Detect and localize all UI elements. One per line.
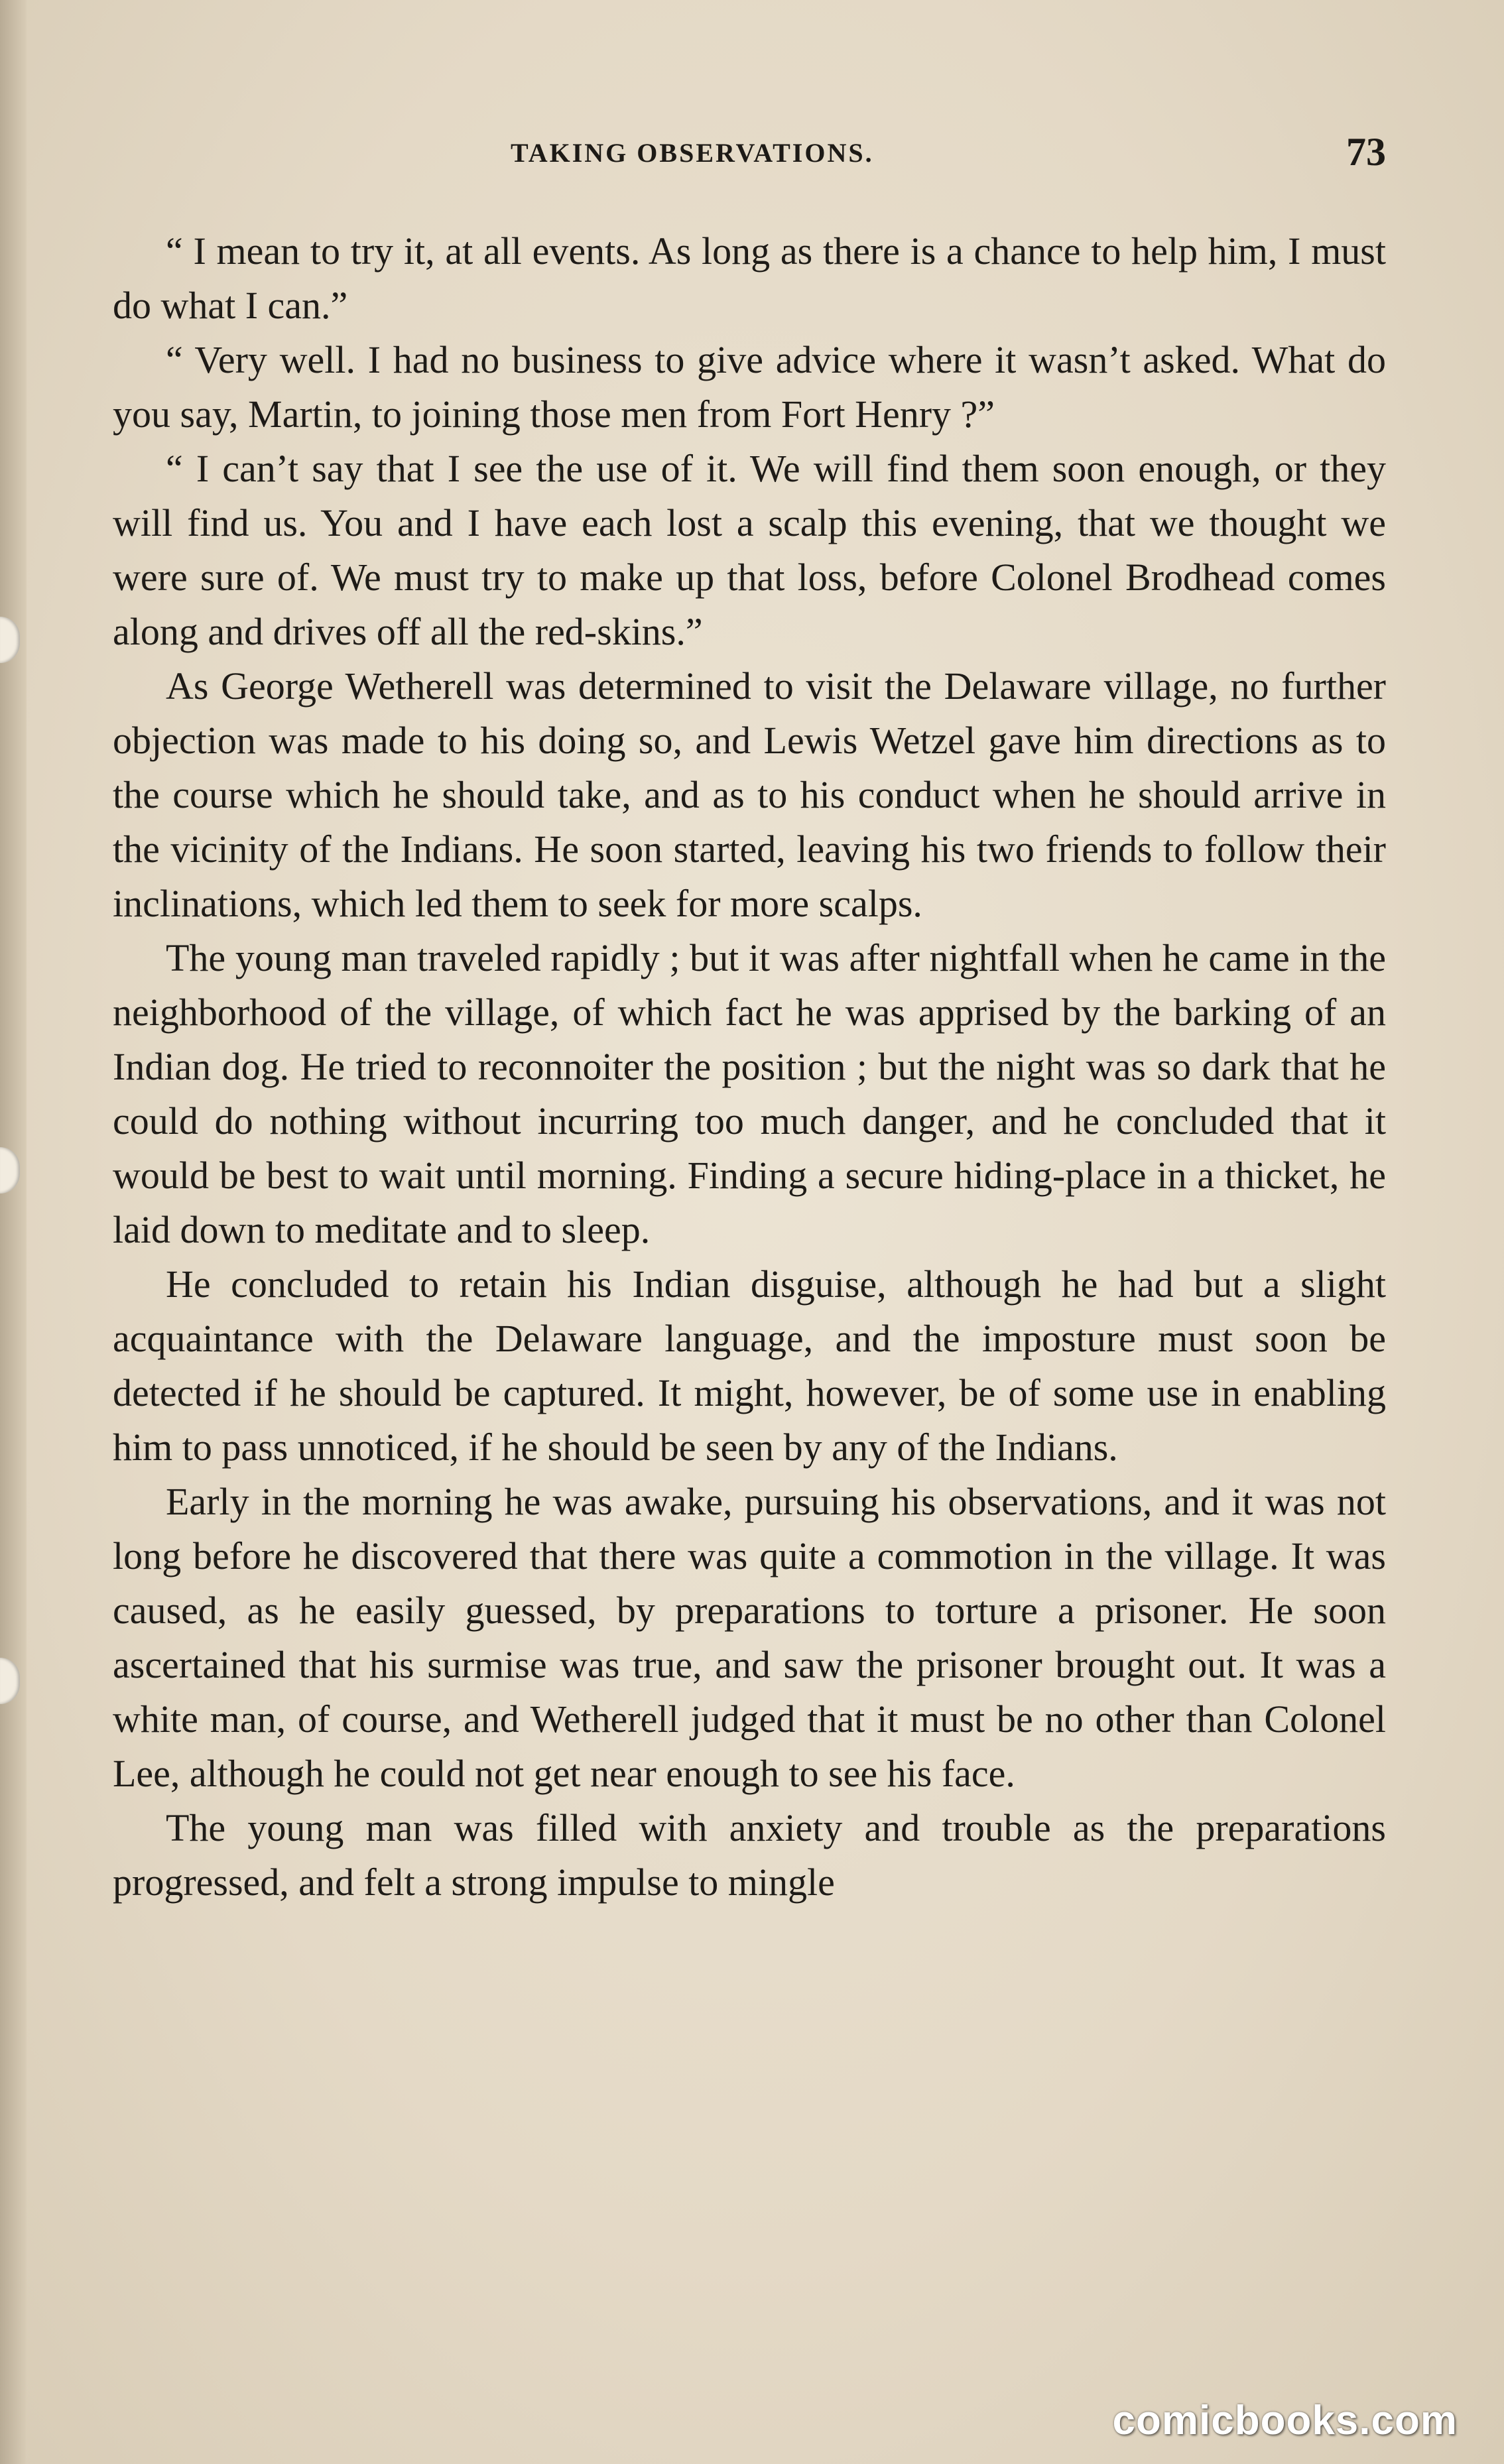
- paragraph: The young man traveled rapidly ; but it was after nightfall when he came in the neighborhood of the village, of which fact he was apprised by the barking of an Indian dog. He tried to reconnoiter the position ; but the night was so dark that he could do nothing without incurring too much danger, and he concluded that it would be best to wait until morning. Finding a secure hiding-place in a thicket, he laid down to meditate and to sleep.: [113, 936, 1386, 1251]
- paragraph: “ Very well. I had no business to give advice where it wasn’t asked. What do you say, Martin, to joining those men from Fort Henry ?”: [113, 338, 1386, 436]
- page-number: 73: [1346, 130, 1386, 174]
- watermark: comicbooks.com: [1112, 2398, 1458, 2443]
- running-title: TAKING OBSERVATIONS.: [511, 138, 874, 168]
- paragraph: “ I mean to try it, at all events. As long as there is a chance to help him, I must do what I can.”: [113, 229, 1386, 327]
- paragraph: Early in the morning he was awake, pursuing his observations, and it was not long before he discovered that there was quite a commotion in the village. It was caused, as he easily guessed, by preparations to torture a prisoner. He soon ascertained that his surmise was true, and saw the prisoner brought out. It was a white man, of course, and Wetherell judged that it must be no other than Colonel Lee, although he could not get near enough to see his face.: [113, 1480, 1386, 1795]
- paragraph: The young man was filled with anxiety and trouble as the preparations progressed, and felt a strong impulse to mingle: [113, 1806, 1386, 1904]
- paragraph: As George Wetherell was determined to visit the Delaware village, no further objection was made to his doing so, and Lewis Wetzel gave him directions as to the course which he should take, and as to his conduct when he should arrive in the vicinity of the Indians. He soon started, leaving his two friends to follow their inclinations, which led them to seek for more scalps.: [113, 664, 1386, 925]
- page-left-edge: [0, 0, 27, 2464]
- page-header: [113, 129, 1386, 176]
- paragraph: “ I can’t say that I see the use of it. We will find them soon enough, or they will find us. You and I have each lost a scalp this evening, that we thought we were sure of. We must try to make up that loss, before Colonel Brodhead comes along and drives off all the red-skins.”: [113, 447, 1386, 653]
- paragraph: He concluded to retain his Indian disguise, although he had but a slight acquaintance with the Delaware language, and the imposture must soon be detected if he should be captured. It might, however, be of some use in enabling him to pass unnoticed, if he should be seen by any of the Indians.: [113, 1263, 1386, 1469]
- body-text: [113, 224, 1386, 1910]
